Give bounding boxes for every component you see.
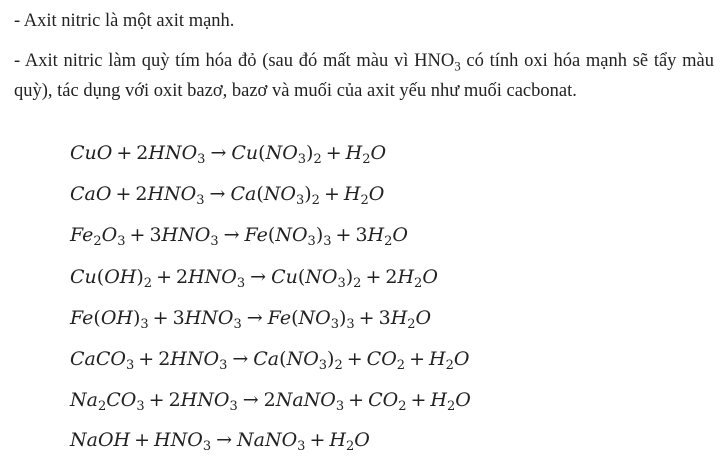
statement-properties-text-end: có tính oxi hóa mạnh sẽ tẩy màu quỳ), tác dụng với oxit bazơ, bazơ và muối của axit yếu như muối cacbonat.	[14, 51, 714, 101]
equation-4: $Cu(OH)_2 + 2HNO_3 \to Cu(NO_3)_2 + 2H_2O$	[70, 266, 438, 291]
statement-properties-text-start: - Axit nitric làm quỳ tím hóa đỏ (sau đó mất màu vì HNO	[14, 51, 455, 71]
equation-5: $Fe(OH)_3 + 3HNO_3 \to Fe(NO_3)_3 + 3H_2O$	[70, 307, 432, 332]
equation-8: NaOH + $HNO_3$ → NaNO$_3$ + $H_2O$	[70, 429, 370, 454]
subscript-3: 3	[454, 58, 461, 74]
equation-1: CuO + $2HNO_3 \to Cu(NO_3)_2 + H_2O$	[70, 142, 387, 167]
equation-6: CaCO$_3$ + $2HNO_3 \to Ca(NO_3)_2 + CO_2 + H_2O$	[70, 348, 470, 373]
equation-7: $Na_2CO_3 + 2HNO_3$ → 2NaNO$_3$ + $CO_2 + H_2O$	[70, 389, 471, 414]
statement-properties	[14, 49, 714, 103]
statement-strong-acid: - Axit nitric là một axit mạnh.	[14, 11, 235, 31]
equation-2: CaO + $2HNO_3 \to Ca(NO_3)_2 + H_2O$	[70, 183, 385, 208]
equation-3: $Fe_2O_3 + 3HNO_3 \to Fe(NO_3)_3 + 3H_2O$	[70, 224, 408, 249]
